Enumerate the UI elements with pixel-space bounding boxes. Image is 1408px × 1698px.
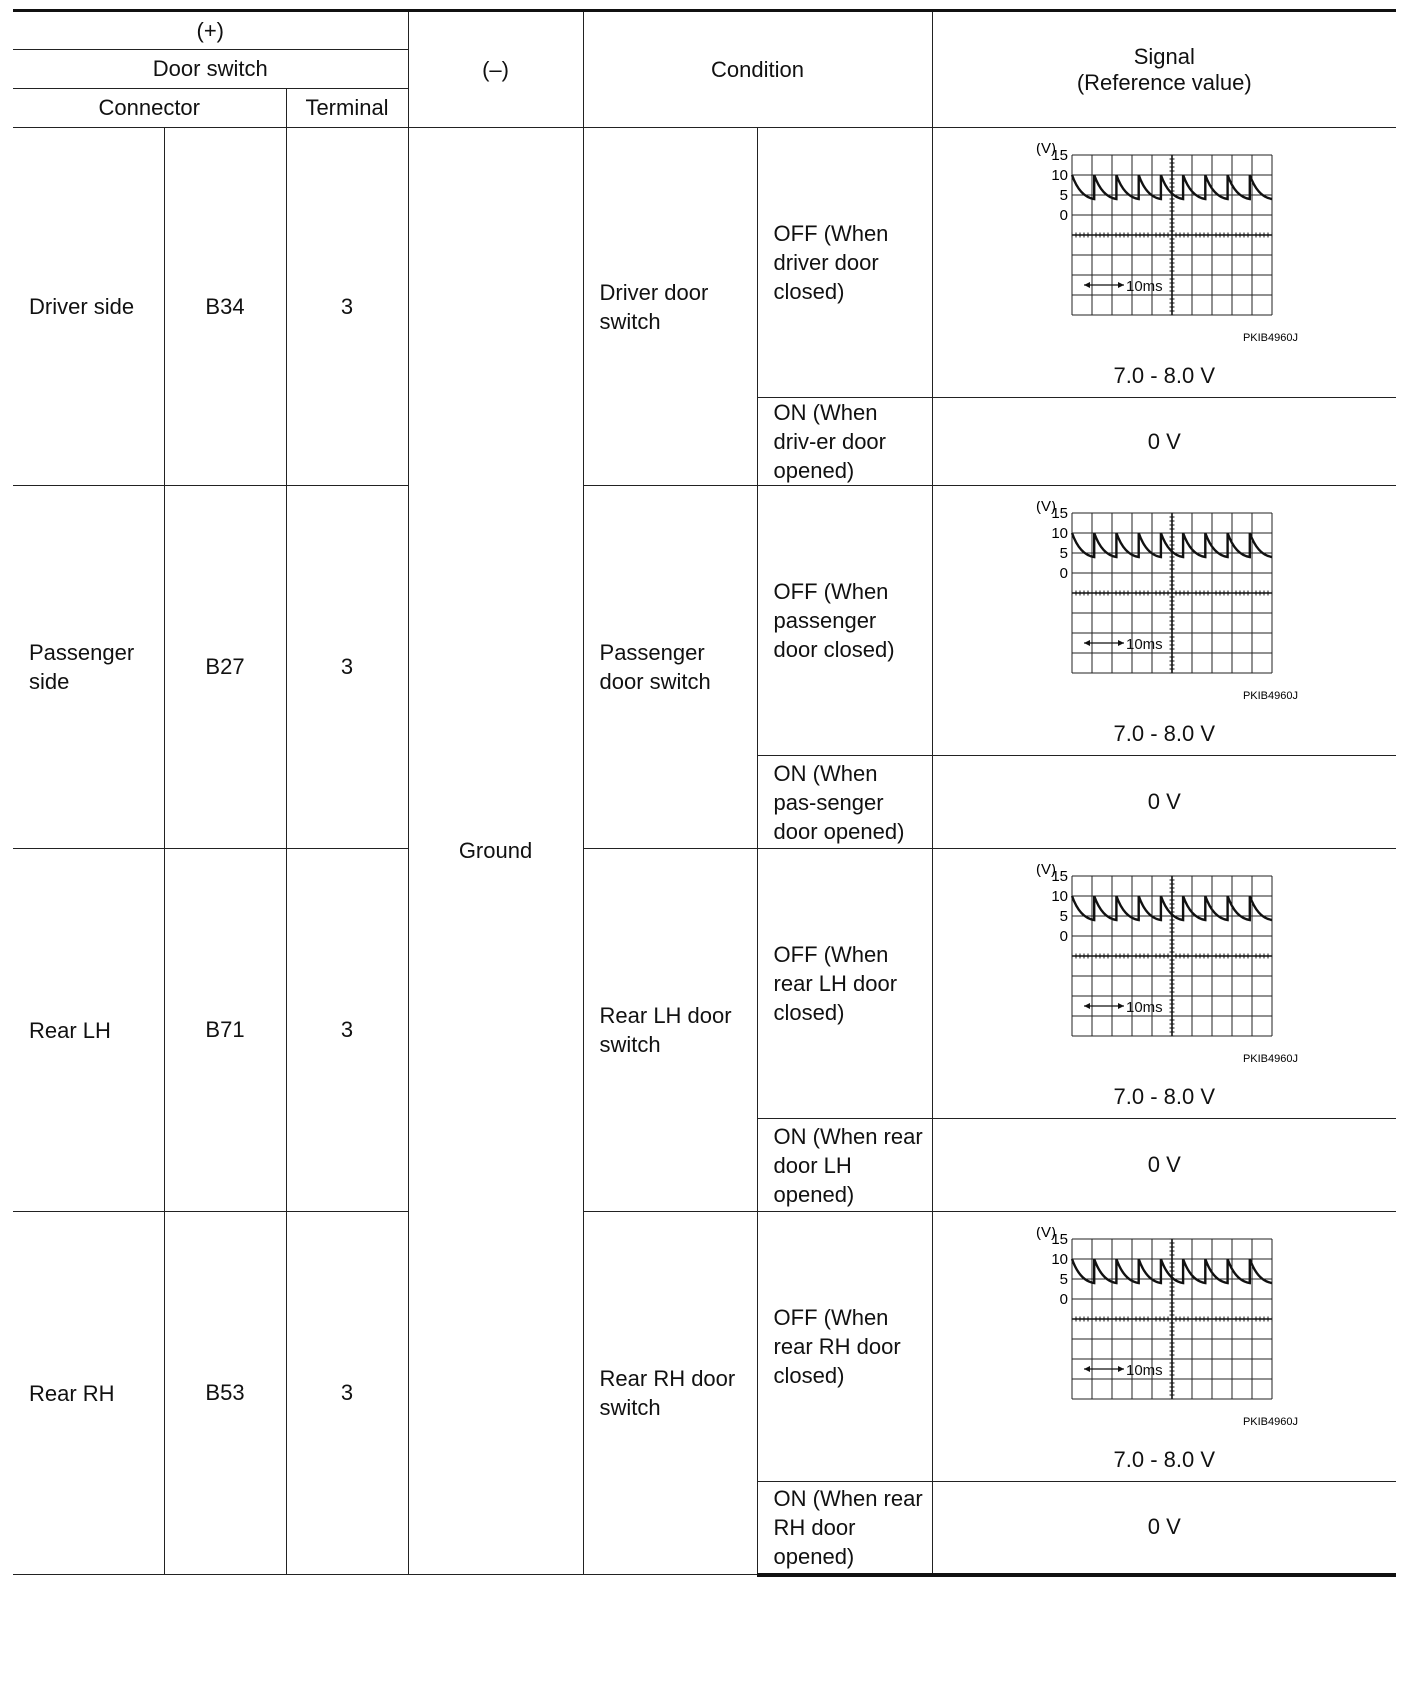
y-tick-label: 5 [1059, 1270, 1069, 1288]
row-on-value: 0 V [932, 1119, 1396, 1212]
header-connector: Connector [13, 89, 286, 128]
row-on-condition: ON (When rear RH door opened) [757, 1482, 932, 1575]
row-on-value: 0 V [932, 398, 1396, 486]
unit-label: (V) [1036, 1226, 1057, 1241]
row-off-value: 7.0 - 8.0 V [1113, 362, 1216, 388]
y-tick-label: 10 [1051, 524, 1069, 542]
figure-id: PKIB4960J [1243, 1415, 1299, 1428]
header-plus: (+) [13, 11, 408, 50]
arrow-head-right [1118, 282, 1124, 288]
row-off-signal [932, 486, 1396, 756]
time-scale-label: 10ms [1126, 277, 1163, 295]
arrow-head-left [1084, 1366, 1090, 1372]
row-terminal: 3 [286, 128, 408, 486]
figure-id: PKIB4960J [1243, 1052, 1299, 1065]
figure-id: PKIB4960J [1243, 331, 1299, 344]
y-tick-label: 0 [1059, 206, 1069, 224]
arrow-head-left [1084, 282, 1090, 288]
y-tick-label: 0 [1059, 927, 1069, 945]
row-terminal: 3 [286, 486, 408, 849]
header-door-switch: Door switch [13, 50, 408, 89]
row-on-condition: ON (When pas-senger door opened) [757, 756, 932, 849]
unit-label: (V) [1036, 142, 1057, 157]
row-on-condition: ON (When driv-er door opened) [757, 398, 932, 486]
header-condition: Condition [583, 11, 932, 128]
y-tick-label: 10 [1051, 1250, 1069, 1268]
arrow-head-right [1118, 1003, 1124, 1009]
row-connector: B53 [164, 1212, 286, 1575]
header-terminal: Terminal [286, 89, 408, 128]
row-off-condition: OFF (When rear LH door closed) [757, 849, 932, 1119]
header-minus: (–) [408, 11, 583, 128]
y-tick-label: 5 [1059, 186, 1069, 204]
door-switch-signal-table [13, 9, 1396, 1577]
y-tick-label: 15 [1051, 146, 1069, 164]
row-side: Driver side [13, 128, 164, 486]
header-signal [932, 11, 1396, 128]
row-switch: Rear RH door switch [583, 1212, 757, 1575]
header-signal-line2: (Reference value) [1076, 69, 1252, 95]
time-scale-label: 10ms [1126, 998, 1163, 1016]
row-terminal: 3 [286, 849, 408, 1212]
scope-grid [1072, 1239, 1272, 1399]
row-side: Passenger side [13, 486, 164, 849]
y-tick-label: 10 [1051, 166, 1069, 184]
y-tick-label: 15 [1051, 504, 1069, 522]
row-off-signal [932, 849, 1396, 1119]
row-off-condition: OFF (When driver door closed) [757, 128, 932, 398]
figure-id: PKIB4960J [1243, 689, 1299, 702]
unit-label: (V) [1036, 500, 1057, 515]
row-on-value: 0 V [932, 756, 1396, 849]
row-on-condition: ON (When rear door LH opened) [757, 1119, 932, 1212]
row-off-value: 7.0 - 8.0 V [1113, 720, 1216, 746]
row-off-signal [932, 128, 1396, 398]
y-tick-label: 15 [1051, 1230, 1069, 1248]
y-tick-label: 5 [1059, 907, 1069, 925]
row-off-condition: OFF (When rear RH door closed) [757, 1212, 932, 1482]
waveform-figure [1024, 864, 1304, 1082]
header-signal-line1: Signal [1133, 43, 1195, 69]
row-on-value: 0 V [932, 1482, 1396, 1575]
row-switch: Rear LH door switch [583, 849, 757, 1212]
time-scale-label: 10ms [1126, 635, 1163, 653]
row-side: Rear RH [13, 1212, 164, 1575]
row-terminal: 3 [286, 1212, 408, 1575]
y-tick-label: 15 [1051, 867, 1069, 885]
y-tick-label: 0 [1059, 564, 1069, 582]
row-connector: B71 [164, 849, 286, 1212]
row-switch: Passenger door switch [583, 486, 757, 849]
row-switch: Driver door switch [583, 128, 757, 486]
row-off-value: 7.0 - 8.0 V [1113, 1083, 1216, 1109]
arrow-head-right [1118, 1366, 1124, 1372]
waveform-figure [1024, 501, 1304, 719]
row-off-value: 7.0 - 8.0 V [1113, 1446, 1216, 1472]
scope-grid [1072, 513, 1272, 673]
y-tick-label: 10 [1051, 887, 1069, 905]
scope-grid [1072, 876, 1272, 1036]
arrow-head-left [1084, 640, 1090, 646]
waveform-figure [1024, 143, 1304, 361]
arrow-head-left [1084, 1003, 1090, 1009]
row-off-signal [932, 1212, 1396, 1482]
row-connector: B27 [164, 486, 286, 849]
time-scale-label: 10ms [1126, 1361, 1163, 1379]
row-off-condition: OFF (When passenger door closed) [757, 486, 932, 756]
row-connector: B34 [164, 128, 286, 486]
arrow-head-right [1118, 640, 1124, 646]
ground-cell: Ground [408, 128, 583, 1575]
row-side: Rear LH [13, 849, 164, 1212]
waveform-figure [1024, 1227, 1304, 1445]
unit-label: (V) [1036, 863, 1057, 878]
y-tick-label: 5 [1059, 544, 1069, 562]
y-tick-label: 0 [1059, 1290, 1069, 1308]
scope-grid [1072, 155, 1272, 315]
